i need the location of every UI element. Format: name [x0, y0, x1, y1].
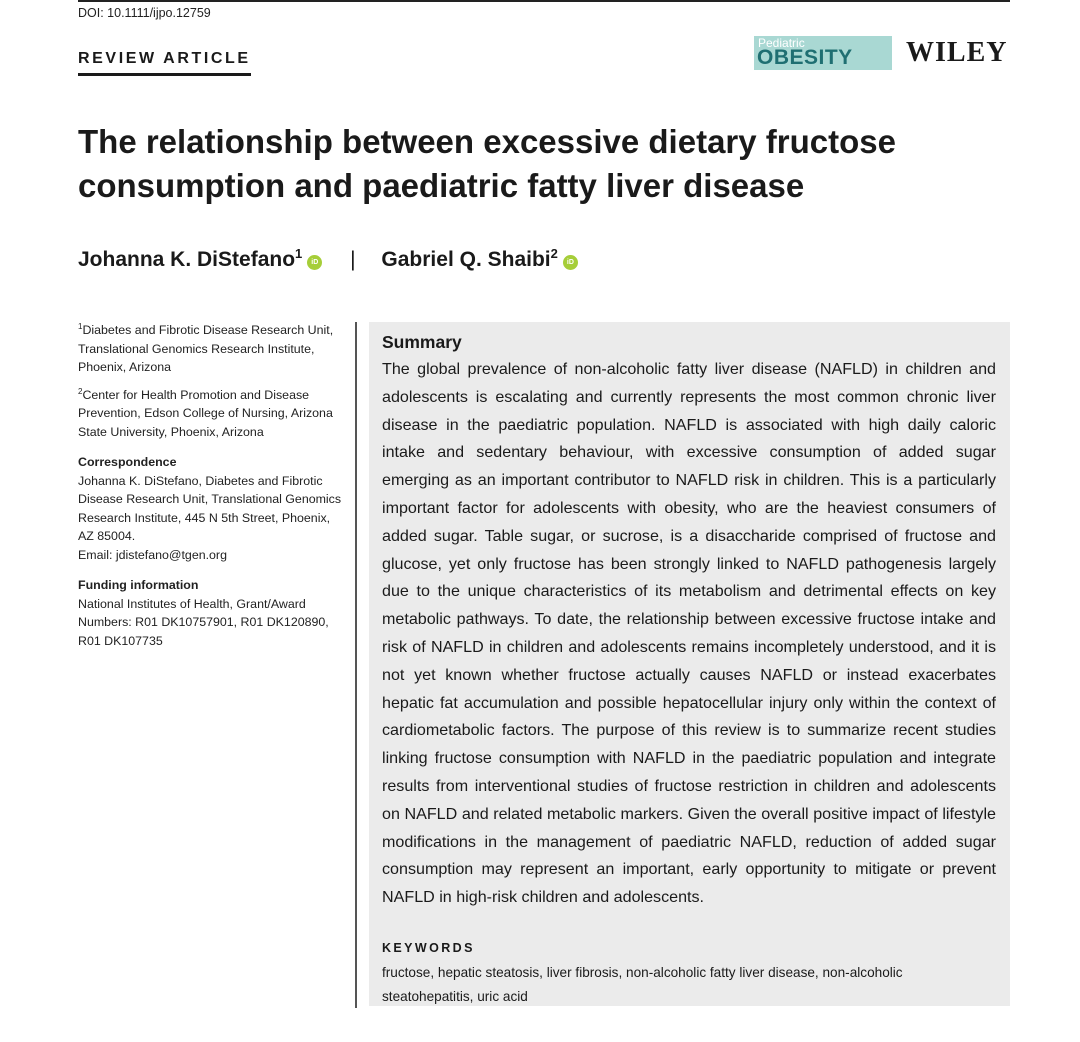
author-name[interactable]: Johanna K. DiStefano — [78, 248, 296, 271]
author-name[interactable]: Gabriel Q. Shaibi — [381, 248, 551, 271]
column-divider — [355, 322, 357, 1008]
article-sidebar — [78, 318, 348, 662]
funding-block — [78, 576, 348, 650]
correspondence-heading: Correspondence — [78, 455, 177, 469]
journal-logo-line1: Pediatric — [758, 36, 805, 50]
summary-box — [369, 322, 1010, 1006]
doi[interactable]: DOI: 10.1111/ijpo.12759 — [78, 6, 211, 20]
summary-text: The global prevalence of non-alcoholic fatty liver disease (NAFLD) in children and adolescents is escalating and currently represents the most common chronic liver disease in the paediatric population. NAFLD is associated with high daily caloric intake and sedentary behaviour, with excessive consumption of added sugar emerging as an important contributor to NAFLD risk in children. This is a particularly important factor for adolescents with obesity, who are the heaviest consumers of added sugar. Table sugar, or sucrose, is a disaccharide comprised of fructose and glucose, yet only fructose has been strongly linked to NAFLD pathogenesis largely due to the unique characteristics of its metabolism and detrimental effects on key metabolic pathways. To date, the relationship between excessive fructose intake and risk of NAFLD in children and adolescents remains incompletely understood, and it is not yet known whether fructose actually causes NAFLD or instead exacerbates hepatic fat accumulation and possible hepatocellular injury only within the context of cardiometabolic factors. The purpose of this review is to summarize recent studies linking fructose consumption with NAFLD in the paediatric population and integrate results from interventional studies of fructose restriction in children and adolescents on NAFLD and related metabolic markers. Given the overall positive impact of lifestyle modifications in the management of paediatric NAFLD, reduction of added sugar consumption may represent an important, early opportunity to mitigate or prevent NAFLD in high-risk children and adolescents. — [382, 360, 996, 907]
orcid-icon[interactable]: iD — [307, 255, 322, 270]
funding-text: National Institutes of Health, Grant/Award Numbers: R01 DK10757901, R01 DK120890, R01 DK107735 — [78, 596, 329, 648]
keywords-heading: KEYWORDS — [382, 940, 475, 955]
journal-logo-line2: OBESITY — [757, 46, 853, 69]
journal-logo — [754, 36, 892, 70]
top-rule — [78, 0, 1010, 2]
funding-heading: Funding information — [78, 578, 199, 592]
affiliation: $^1$Diabetes and Fibrotic Disease Research Unit, Translational Genomics Research Institute, Phoenix, Arizona — [78, 322, 334, 374]
correspondence-text: Johanna K. DiStefano, Diabetes and Fibrotic Disease Research Unit, Translational Genomics Research Institute, 445 N 5th Street, Phoenix, AZ 85004. — [78, 473, 342, 543]
summary-heading: Summary — [382, 332, 462, 352]
author-affiliation-sup: 2 — [550, 246, 558, 261]
article-type-label: REVIEW ARTICLE — [78, 50, 251, 76]
article-title: The relationship between excessive dietary fructose consumption and paediatric fatty liver disease — [78, 123, 896, 204]
publisher-logo: WILEY — [906, 37, 1008, 68]
keywords-text: fructose, hepatic steatosis, liver fibrosis, non-alcoholic fatty liver disease, non-alcoholic steatohepatitis, uric acid — [382, 964, 903, 1004]
orcid-icon[interactable]: iD — [563, 255, 578, 270]
author-affiliation-sup: 1 — [295, 246, 303, 261]
affiliation: $^2$Center for Health Promotion and Disease Prevention, Edson College of Nursing, Arizona State University, Phoenix, Arizona — [78, 386, 333, 439]
correspondence-block — [78, 453, 348, 564]
author-separator: | — [350, 248, 356, 271]
correspondence-email[interactable]: Email: jdistefano@tgen.org — [78, 547, 227, 562]
author-list — [78, 246, 578, 272]
